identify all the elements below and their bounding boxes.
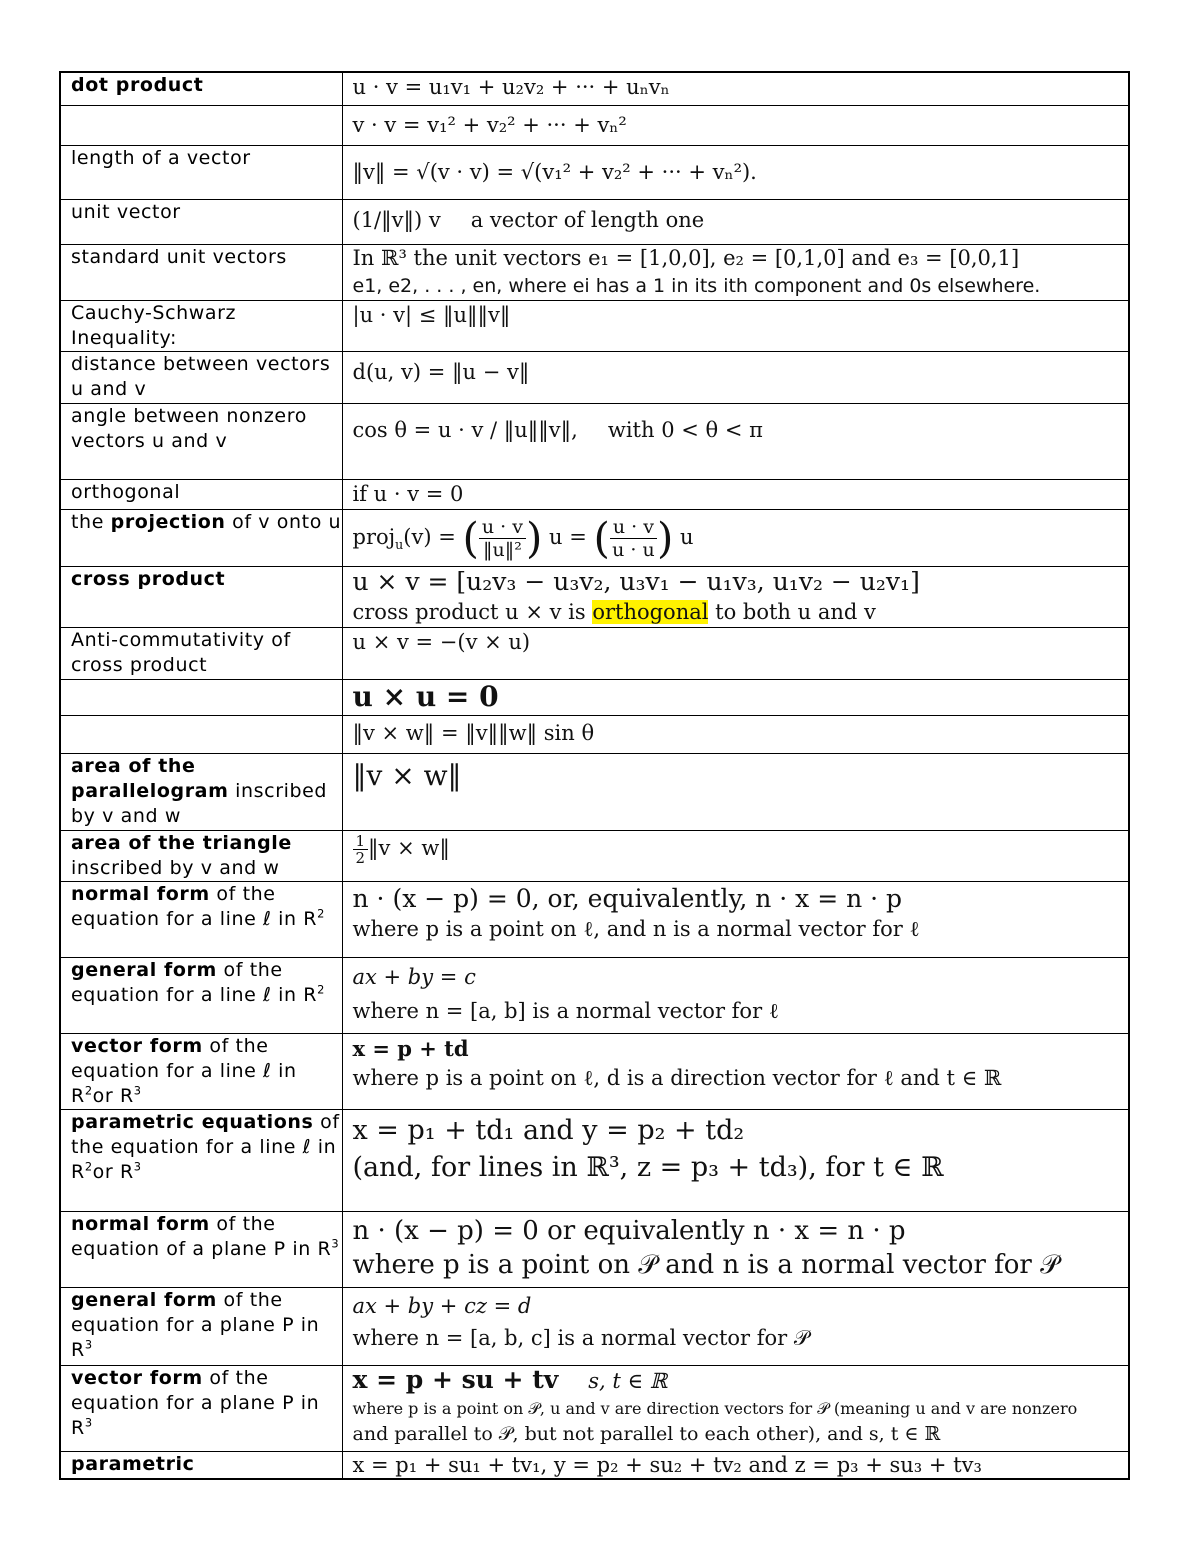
formula-cell: x = p + td where p is a point on ℓ, d is a direction vector for ℓ and t ∈ ℝ — [342, 1033, 1129, 1109]
table-row — [60, 881, 1129, 957]
formula-cell: ‖v‖ = √(v · v) = √(v₁² + v₂² + ··· + vₙ²). — [342, 145, 1129, 199]
formula-cell: if u · v = 0 — [342, 479, 1129, 509]
formula-cell: ax + by = c where n = [a, b] is a normal vector for ℓ — [342, 957, 1129, 1033]
formula-cell: (1/‖v‖) v a vector of length one — [342, 199, 1129, 244]
table-row — [60, 300, 1129, 351]
table-row — [60, 1211, 1129, 1287]
term-cell — [60, 105, 342, 145]
formula-cell: u · v = u₁v₁ + u₂v₂ + ··· + uₙvₙ — [342, 72, 1129, 105]
term-cell: parametric equations of the equation for a line ℓ in $R^2or$ $R^3$ — [60, 1109, 342, 1211]
table-row — [60, 1109, 1129, 1211]
formula-cell: x = p + su + tv s, t ∈ ℝ where p is a point on 𝒫, u and v are direction vectors for 𝒫 (meaning u and v are nonzero and parallel to 𝒫, but not parallel to each other), and s, t ∈ ℝ — [342, 1365, 1129, 1451]
term-cell: cross product — [60, 566, 342, 627]
table-row — [60, 351, 1129, 403]
formula-table — [59, 71, 1130, 1480]
term-cell: general form of the equation for a line ℓ in $R^2$ — [60, 957, 342, 1033]
fraction: $\frac{u \cdot v}{u \cdot u}$ — [610, 516, 657, 561]
table-row — [60, 145, 1129, 199]
term-cell: length of a vector — [60, 145, 342, 199]
term-cell: vector form of the equation for a line ℓ in $R^2or$ $R^3$ — [60, 1033, 342, 1109]
term-cell: Anti-commutativity of cross product — [60, 627, 342, 679]
term-cell: normal form of the equation for a line ℓ in $R^2$ — [60, 881, 342, 957]
formula-cell: ‖v × w‖ — [342, 753, 1129, 830]
table-row — [60, 715, 1129, 753]
formula-cell: n · (x − p) = 0, or, equivalently, n · x = n · p where p is a point on ℓ, and n is a normal vector for ℓ — [342, 881, 1129, 957]
term-cell: normal form of the equation of a plane P in $R^3$ — [60, 1211, 342, 1287]
table-row — [60, 566, 1129, 627]
term-cell: parametric — [60, 1451, 342, 1479]
table-row — [60, 679, 1129, 715]
highlight: orthogonal — [592, 599, 709, 624]
term-cell — [60, 715, 342, 753]
formula-cell: x = p₁ + td₁ and y = p₂ + td₂ (and, for lines in ℝ³, z = p₃ + td₃), for t ∈ ℝ — [342, 1109, 1129, 1211]
term-cell: angle between nonzero vectors u and v — [60, 403, 342, 479]
formula-cell: v · v = v₁² + v₂² + ··· + vₙ² — [342, 105, 1129, 145]
term-cell: area of the triangle inscribed by v and w — [60, 830, 342, 881]
formula-cell: ax + by + cz = d where n = [a, b, c] is a normal vector for 𝒫 — [342, 1287, 1129, 1365]
term-cell: standard unit vectors — [60, 244, 342, 300]
formula-cell: $\frac{1}{2}$ ‖v × w‖ — [342, 830, 1129, 881]
term-cell: Cauchy-Schwarz Inequality: — [60, 300, 342, 351]
term-cell: the projection of v onto u — [60, 509, 342, 566]
table-row — [60, 199, 1129, 244]
term-cell: general form of the equation for a plane P in $R^3$ — [60, 1287, 342, 1365]
table-row — [60, 830, 1129, 881]
table-row — [60, 1287, 1129, 1365]
table-row — [60, 403, 1129, 479]
formula-cell: ‖v × w‖ = ‖v‖‖w‖ sin θ — [342, 715, 1129, 753]
term-cell — [60, 679, 342, 715]
formula-cell: cos θ = u · v / ‖u‖‖v‖, with 0 < θ < π — [342, 403, 1129, 479]
term-cell: unit vector — [60, 199, 342, 244]
table-row — [60, 753, 1129, 830]
term-cell: distance between vectors u and v — [60, 351, 342, 403]
formula-cell: u × u = 0 — [342, 679, 1129, 715]
formula-cell: d(u, v) = ‖u − v‖ — [342, 351, 1129, 403]
formula-cell: |u · v| ≤ ‖u‖‖v‖ — [342, 300, 1129, 351]
table-row — [60, 957, 1129, 1033]
formula-cell: n · (x − p) = 0 or equivalently n · x = n · p where p is a point on 𝒫 and n is a normal vector for 𝒫 — [342, 1211, 1129, 1287]
fraction: $\frac{u \cdot v}{\text{‖u‖²}}$ — [479, 516, 526, 561]
table-row — [60, 244, 1129, 300]
term-cell: area of the parallelogram inscribed by v and w — [60, 753, 342, 830]
formula-cell: u × v = [u₂v₃ − u₃v₂, u₃v₁ − u₁v₃, u₁v₂ − u₂v₁] cross product u × v is orthogonal to both u and v — [342, 566, 1129, 627]
table-row — [60, 1451, 1129, 1479]
table-row — [60, 72, 1129, 105]
formula-cell: proj$_u$(v) = ( $\frac{u \cdot v}{\text{‖u‖²}}$ ) u = ( $\frac{u \cdot v}{u \cdot u}$ ) u — [342, 509, 1129, 566]
table-row — [60, 1033, 1129, 1109]
term-cell: vector form of the equation for a plane P in $R^3$ — [60, 1365, 342, 1451]
table-row — [60, 627, 1129, 679]
formula-cell: In ℝ³ the unit vectors e₁ = [1,0,0], e₂ = [0,1,0] and e₃ = [0,0,1] e1, e2, . . . , en, where ei has a 1 in its ith component and 0s elsewhere. — [342, 244, 1129, 300]
fraction: $\frac{1}{2}$ — [353, 833, 369, 866]
term-cell: dot product — [60, 72, 342, 105]
table-row — [60, 479, 1129, 509]
formula-cell: u × v = −(v × u) — [342, 627, 1129, 679]
table-row — [60, 1365, 1129, 1451]
table-row — [60, 105, 1129, 145]
term-cell: orthogonal — [60, 479, 342, 509]
formula-cell: x = p₁ + su₁ + tv₁, y = p₂ + su₂ + tv₂ and z = p₃ + su₃ + tv₃ — [342, 1451, 1129, 1479]
table-row — [60, 509, 1129, 566]
